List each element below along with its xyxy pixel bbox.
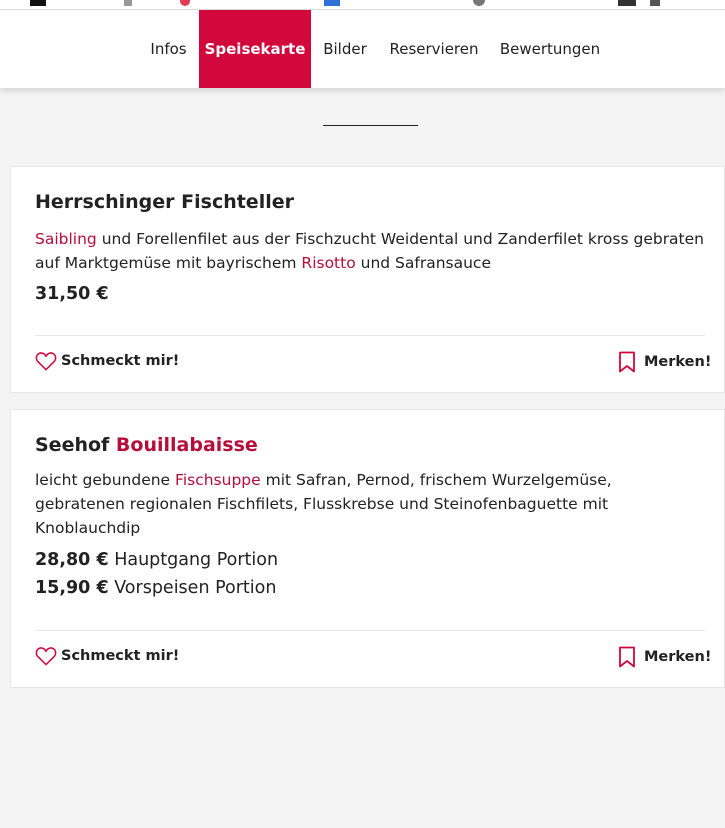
price-amount: 15,90 € (35, 578, 109, 598)
browser-icon (473, 0, 485, 6)
dish-description: leicht gebundene Fischsuppe mit Safran, Pernod, frischem Wurzelgemüse, gebratenen regionalen Fischfilets, Flusskrebse und Steinofenbaguette mit Knoblauchdip (35, 471, 612, 537)
like-label: Schmeckt mir! (61, 648, 180, 664)
browser-icon (650, 0, 660, 6)
bookmark-label: Merken! (644, 649, 712, 665)
price-amount: 28,80 € (35, 550, 109, 570)
tab-bewertungen[interactable]: Bewertungen (499, 40, 601, 58)
dish-card (10, 409, 725, 688)
like-button[interactable] (35, 646, 179, 666)
bookmark-button[interactable] (618, 646, 711, 668)
ingredient-link[interactable]: Risotto (301, 254, 356, 272)
heart-outline-icon (35, 646, 57, 666)
dish-title-highlight[interactable]: Bouillabaisse (115, 434, 258, 456)
price-amount: 31,50 € (35, 284, 109, 304)
dish-card (10, 166, 725, 393)
tab-infos[interactable]: Infos (150, 40, 187, 58)
portion-label: Vorspeisen Portion (108, 578, 277, 598)
tab-speisekarte[interactable]: Speisekarte (199, 10, 311, 88)
browser-icon (180, 0, 190, 6)
card-divider (35, 335, 705, 336)
browser-toolbar-strip (0, 0, 725, 10)
bookmark-button[interactable] (618, 351, 711, 373)
browser-icon (618, 0, 636, 6)
browser-icon (30, 0, 46, 6)
price-line (35, 578, 276, 598)
like-button[interactable] (35, 351, 179, 371)
bookmark-outline-icon (618, 351, 636, 373)
browser-icon (324, 0, 340, 6)
heart-outline-icon (35, 351, 57, 371)
dish-description: Saibling und Forellenfilet aus der Fischzucht Weidental und Zanderfilet kross gebraten auf Marktgemüse mit bayrischem Risotto und Safransauce (35, 230, 704, 272)
like-label: Schmeckt mir! (61, 353, 180, 369)
browser-icon (124, 0, 132, 6)
bookmark-label: Merken! (644, 354, 712, 370)
card-divider (35, 630, 705, 631)
ingredient-link[interactable]: Fischsuppe (175, 471, 261, 489)
dish-title: Seehof Bouillabaisse (35, 434, 258, 456)
tab-reservieren[interactable]: Reservieren (389, 40, 479, 58)
portion-label: Hauptgang Portion (108, 550, 279, 570)
price-line (35, 550, 278, 570)
bookmark-outline-icon (618, 646, 636, 668)
ingredient-link[interactable]: Saibling (35, 230, 97, 248)
restaurant-nav (0, 10, 725, 88)
heading-divider (323, 125, 418, 126)
price-line (35, 284, 109, 304)
tab-bilder[interactable]: Bilder (323, 40, 367, 58)
dish-title: Herrschinger Fischteller (35, 191, 294, 213)
